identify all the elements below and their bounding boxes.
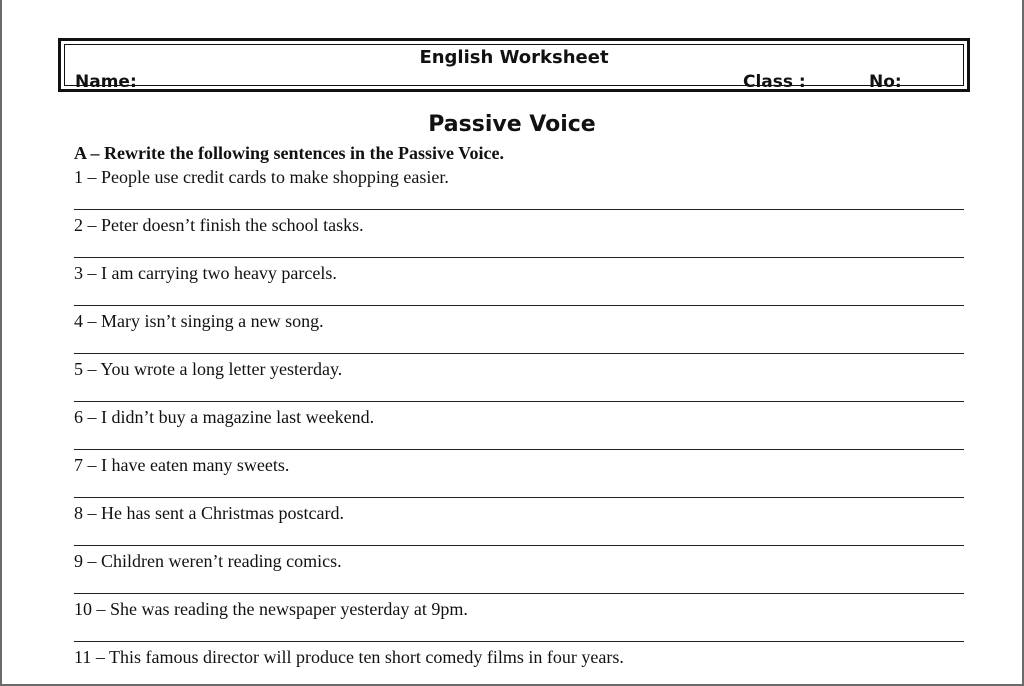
worksheet-header	[58, 38, 970, 92]
answer-line-7[interactable]	[74, 497, 964, 498]
question-2: 2 – Peter doesn’t finish the school tasks.	[74, 215, 364, 235]
question-8: 8 – He has sent a Christmas postcard.	[74, 503, 344, 523]
answer-line-6[interactable]	[74, 449, 964, 450]
no-field[interactable]	[914, 90, 952, 91]
question-7: 7 – I have eaten many sweets.	[74, 455, 290, 475]
page-border-left	[0, 0, 2, 686]
answer-line-5[interactable]	[74, 401, 964, 402]
no-label: No:	[869, 72, 902, 92]
answer-line-8[interactable]	[74, 545, 964, 546]
question-4: 4 – Mary isn’t singing a new song.	[74, 311, 324, 331]
question-5: 5 – You wrote a long letter yesterday.	[74, 359, 343, 379]
topic-title: Passive Voice	[428, 112, 596, 137]
answer-line-1[interactable]	[74, 209, 964, 210]
question-6: 6 – I didn’t buy a magazine last weekend.	[74, 407, 375, 427]
answer-line-10[interactable]	[74, 641, 964, 642]
name-field[interactable]	[149, 90, 734, 91]
section-instruction: A – Rewrite the following sentences in the Passive Voice.	[74, 143, 504, 163]
question-9: 9 – Children weren’t reading comics.	[74, 551, 342, 571]
name-label: Name:	[75, 72, 137, 92]
worksheet-title: English Worksheet	[419, 47, 609, 68]
question-10: 10 – She was reading the newspaper yesterday at 9pm.	[74, 599, 468, 619]
answer-line-2[interactable]	[74, 257, 964, 258]
question-1: 1 – People use credit cards to make shopping easier.	[74, 167, 449, 187]
class-label: Class :	[743, 72, 806, 92]
class-field[interactable]	[819, 90, 857, 91]
question-11: 11 – This famous director will produce ten short comedy films in four years.	[74, 647, 624, 667]
answer-line-4[interactable]	[74, 353, 964, 354]
answer-line-3[interactable]	[74, 305, 964, 306]
answer-line-9[interactable]	[74, 593, 964, 594]
question-3: 3 – I am carrying two heavy parcels.	[74, 263, 337, 283]
